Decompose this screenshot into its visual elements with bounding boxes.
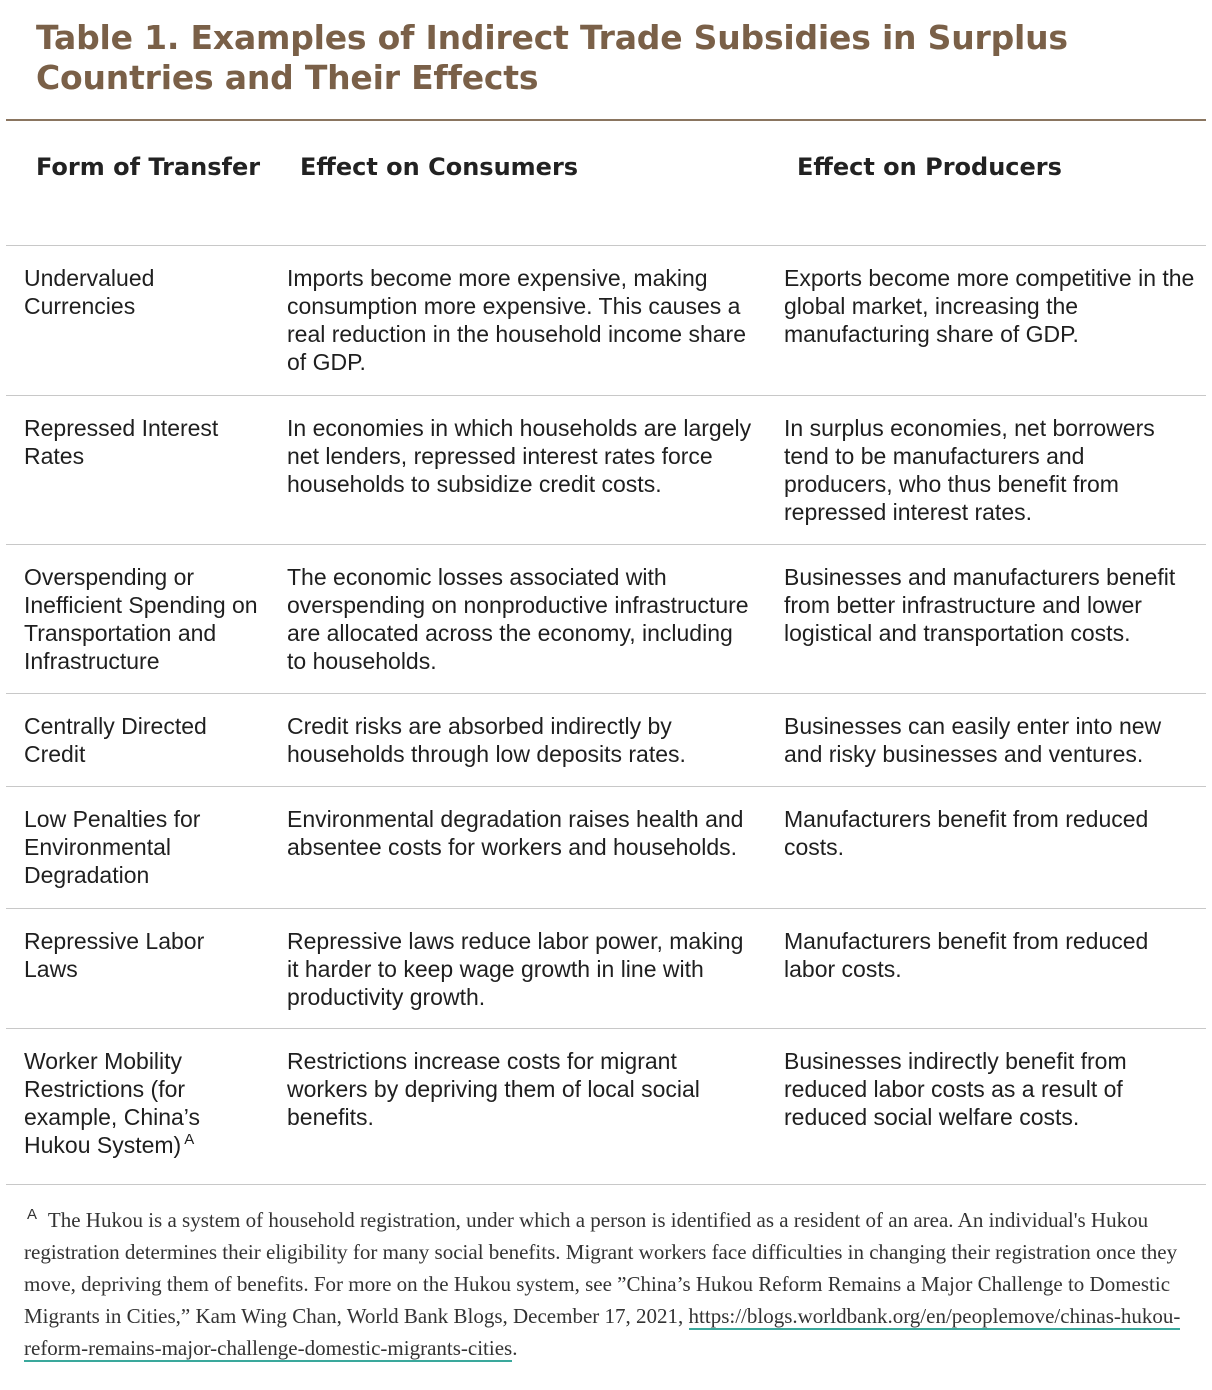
subsidies-table — [6, 121, 1206, 1185]
cell-producers: In surplus economies, net borrowers tend to be manufacturers and producers, who thus benefit from repressed interest rates. — [766, 395, 1206, 544]
cell-form-text: Worker Mobility Restrictions (for example, China’s Hukou System) — [24, 1047, 201, 1158]
table-row — [6, 908, 1206, 1028]
cell-form: Centrally Directed Credit — [6, 693, 269, 786]
cell-producers: Manufacturers benefit from reduced labor costs. — [766, 908, 1206, 1028]
cell-producers: Exports become more competitive in the global market, increasing the manufacturing share of GDP. — [766, 245, 1206, 395]
footnote — [24, 1204, 1194, 1364]
cell-producers: Businesses indirectly benefit from reduced labor costs as a result of reduced social welfare costs. — [766, 1028, 1206, 1184]
table-row — [6, 693, 1206, 786]
footnote-marker: A — [27, 1206, 38, 1223]
table-row — [6, 786, 1206, 908]
table-row — [6, 395, 1206, 544]
table-row — [6, 544, 1206, 693]
header-effect-on-producers: Effect on Producers — [766, 121, 1206, 245]
cell-form: Overspending or Inefficient Spending on Transportation and Infrastructure — [6, 544, 269, 693]
table-title: Table 1. Examples of Indirect Trade Subsidies in Surplus Countries and Their Effects — [36, 18, 1068, 97]
cell-form: Repressed Interest Rates — [6, 395, 269, 544]
cell-producers: Businesses and manufacturers benefit from better infrastructure and lower logistical and transportation costs. — [766, 544, 1206, 693]
cell-consumers: Environmental degradation raises health and absentee costs for workers and households. — [269, 786, 766, 908]
cell-producers: Businesses can easily enter into new and risky businesses and ventures. — [766, 693, 1206, 786]
header-effect-on-consumers: Effect on Consumers — [269, 121, 766, 245]
table-header-row — [6, 121, 1206, 245]
cell-form: Low Penalties for Environmental Degradation — [6, 786, 269, 908]
cell-form — [6, 1028, 269, 1184]
footnote-marker[interactable]: A — [184, 1130, 195, 1148]
cell-consumers: Repressive laws reduce labor power, making it harder to keep wage growth in line with productivity growth. — [269, 908, 766, 1028]
cell-consumers: Credit risks are absorbed indirectly by households through low deposits rates. — [269, 693, 766, 786]
footnote-text: The Hukou is a system of household registration, under which a person is identified as a resident of an area. An individual's Hukou registration determines their eligibility for many social benefits. Migrant workers face difficulties in changing their registration once they move, depriving them of benefits. For more on the Hukou system, see ”China’s Hukou Reform Remains a Major Challenge to Domestic Migrants in Cities,” Kam Wing Chan, World Bank Blogs, December 17, 2021, — [24, 1208, 1178, 1328]
cell-consumers: In economies in which households are largely net lenders, repressed interest rates force households to subsidize credit costs. — [269, 395, 766, 544]
footnote-end: . — [512, 1336, 518, 1360]
cell-consumers: Restrictions increase costs for migrant workers by depriving them of local social benefits. — [269, 1028, 766, 1184]
cell-consumers: Imports become more expensive, making consumption more expensive. This causes a real reduction in the household income share of GDP. — [269, 245, 766, 395]
table-row — [6, 1028, 1206, 1184]
header-form-of-transfer: Form of Transfer — [6, 121, 269, 245]
cell-consumers: The economic losses associated with overspending on nonproductive infrastructure are allocated across the economy, including to households. — [269, 544, 766, 693]
cell-form: Repressive Labor Laws — [6, 908, 269, 1028]
cell-form: Undervalued Currencies — [6, 245, 269, 395]
footnote-link[interactable]: https://blogs.worldbank.org/en/peoplemove/chinas-hukou-reform-remains-major-challenge-domestic-migrants-cities — [24, 1304, 1181, 1360]
cell-producers: Manufacturers benefit from reduced costs. — [766, 786, 1206, 908]
table-row — [6, 245, 1206, 395]
